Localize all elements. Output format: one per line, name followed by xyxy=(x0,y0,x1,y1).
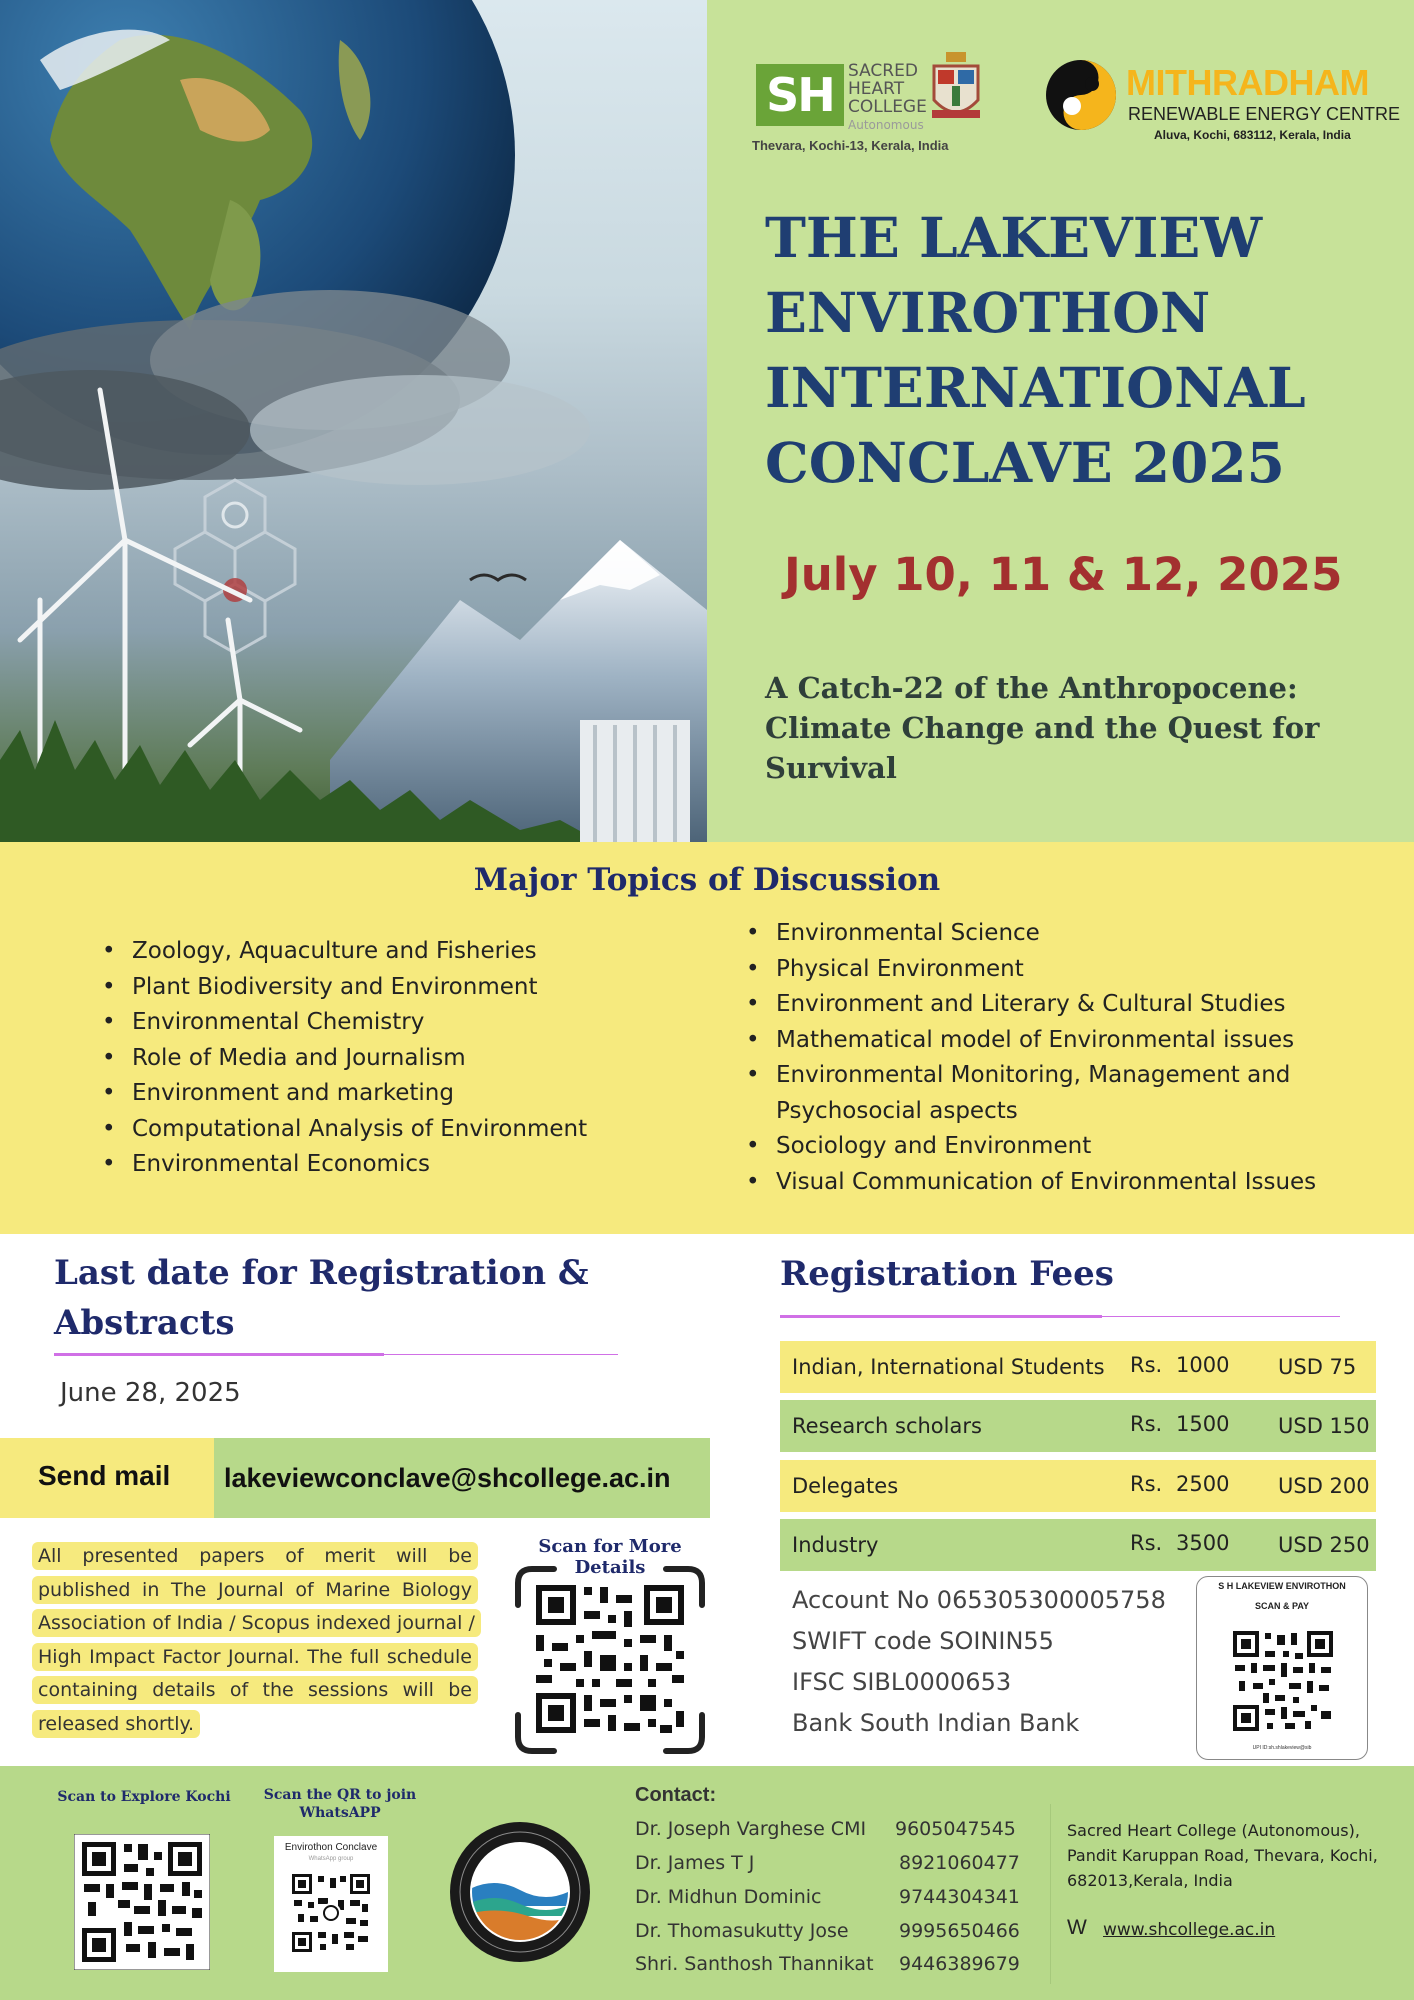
fee-inr: 2500 xyxy=(1176,1472,1230,1496)
contact-heading: Contact: xyxy=(635,1784,717,1806)
website-link[interactable]: www.shcollege.ac.in xyxy=(1103,1920,1276,1940)
fee-usd: USD 250 xyxy=(1278,1533,1370,1557)
footer-divider xyxy=(1050,1804,1051,1984)
fee-usd: USD 200 xyxy=(1278,1474,1370,1498)
mithradham-logo xyxy=(1044,56,1401,156)
whatsapp-card-subtitle: WhatsApp group xyxy=(308,1856,354,1862)
website-prefix: W xyxy=(1067,1916,1087,1939)
bank-details xyxy=(792,1580,1166,1744)
fee-usd: USD 75 xyxy=(1278,1355,1357,1379)
college-status: Autonomous xyxy=(848,118,924,132)
topics-list-right xyxy=(746,916,1396,1200)
deadline-title: Last date for Registration & Abstracts xyxy=(54,1253,589,1343)
list-item: • Zoology, Aquaculture and Fisheries xyxy=(102,934,702,970)
table-row xyxy=(780,1519,1376,1571)
list-item: • Environment and Literary & Cultural Studies xyxy=(746,987,1396,1023)
fee-inr: 3500 xyxy=(1176,1531,1230,1555)
fee-category: Research scholars xyxy=(792,1414,982,1438)
hero-illustration-svg xyxy=(0,0,707,842)
table-row xyxy=(780,1460,1376,1512)
send-mail-bar xyxy=(0,1438,710,1518)
ifsc-code: IFSC SIBL0000653 xyxy=(792,1668,1012,1696)
event-title: THE LAKEVIEW ENVIROTHON INTERNATIONAL CONCLAVE 2025 xyxy=(765,205,1306,495)
pay-card-subtitle: SCAN & PAY xyxy=(1254,1601,1309,1611)
table-row xyxy=(780,1400,1376,1452)
college-crest-icon xyxy=(928,50,984,130)
sh-initials: SH xyxy=(756,64,844,126)
list-item: • Environment and marketing xyxy=(102,1076,702,1112)
list-item: • Environmental Chemistry xyxy=(102,1005,702,1041)
deadline-underline xyxy=(54,1353,384,1356)
sun-wind-energy-icon xyxy=(1044,58,1118,132)
publication-note-text: All presented papers of merit will be published in The Journal of Marine Biology Association of India / Scopus indexed journal / High Impact Factor Journal. The full schedule containing details of the sessions will be released shortly. xyxy=(32,1542,481,1738)
fee-category: Industry xyxy=(792,1533,879,1557)
table-row xyxy=(780,1341,1376,1393)
fees-title: Registration Fees xyxy=(780,1254,1114,1294)
hero-section xyxy=(0,0,1414,842)
envirothon-badge-logo xyxy=(448,1820,592,1964)
college-full-address: Sacred Heart College (Autonomous), Pandit Karuppan Road, Thevara, Kochi, 682013,Kerala, India xyxy=(1067,1821,1378,1890)
currency-label: Rs. xyxy=(1130,1353,1163,1377)
contact-name: Dr. Midhun Dominic xyxy=(635,1886,822,1908)
scan-kochi-label: Scan to Explore Kochi xyxy=(57,1789,231,1805)
deadline-date: June 28, 2025 xyxy=(60,1378,241,1408)
contact-name: Shri. Santhosh Thannikat xyxy=(635,1953,874,1975)
list-item: • Environmental Economics xyxy=(102,1147,702,1183)
list-item: • Computational Analysis of Environment xyxy=(102,1112,702,1148)
details-qr-code[interactable] xyxy=(514,1565,706,1755)
fee-inr: 1500 xyxy=(1176,1412,1230,1436)
currency-label: Rs. xyxy=(1130,1472,1163,1496)
topics-list-left xyxy=(102,934,702,1183)
currency-label: Rs. xyxy=(1130,1412,1163,1436)
event-dates: July 10, 11 & 12, 2025 xyxy=(784,548,1343,601)
list-item: • Visual Communication of Environmental Issues xyxy=(746,1165,1396,1201)
payment-qr-code[interactable] xyxy=(1233,1631,1333,1731)
partner-subtitle: RENEWABLE ENERGY CENTRE xyxy=(1128,104,1401,124)
college-name-line: SACRED xyxy=(848,61,918,81)
partner-name: MITHRADHAM xyxy=(1126,62,1369,103)
list-item: • Sociology and Environment xyxy=(746,1129,1396,1165)
account-number: Account No 065305300005758 xyxy=(792,1586,1166,1614)
earth-wind-turbine-illustration xyxy=(0,0,707,842)
list-item: • Mathematical model of Environmental issues xyxy=(746,1023,1396,1059)
college-address: Thevara, Kochi-13, Kerala, India xyxy=(752,138,949,153)
email-link[interactable]: lakeviewconclave@shcollege.ac.in xyxy=(214,1438,710,1518)
contact-name: Dr. Joseph Varghese CMI xyxy=(635,1818,867,1840)
contact-name: Dr. James T J xyxy=(635,1852,755,1874)
contact-name: Dr. Thomasukutty Jose xyxy=(635,1920,849,1942)
footer xyxy=(0,1766,1414,2000)
currency-label: Rs. xyxy=(1130,1531,1163,1555)
list-item: • Role of Media and Journalism xyxy=(102,1041,702,1077)
fee-usd: USD 150 xyxy=(1278,1414,1370,1438)
list-item: • Physical Environment xyxy=(746,952,1396,988)
swift-code: SWIFT code SOININ55 xyxy=(792,1627,1054,1655)
college-name-line: HEART xyxy=(848,79,905,99)
scan-and-pay-card[interactable] xyxy=(1196,1576,1368,1760)
fee-category: Indian, International Students xyxy=(792,1355,1105,1379)
contact-phone[interactable]: 8921060477 xyxy=(899,1852,1020,1874)
college-name xyxy=(848,62,938,134)
contact-phone[interactable]: 9446389679 xyxy=(899,1953,1020,1975)
partner-address: Aluva, Kochi, 683112, Kerala, India xyxy=(1154,128,1351,142)
fee-inr: 1000 xyxy=(1176,1353,1230,1377)
fees-underline xyxy=(780,1315,1102,1318)
whatsapp-group-card[interactable] xyxy=(274,1836,388,1972)
bank-name: Bank South Indian Bank xyxy=(792,1709,1080,1737)
send-mail-label: Send mail xyxy=(38,1460,171,1491)
upi-id: UPI ID:sh.shlakeview@sib xyxy=(1252,1745,1312,1751)
fee-category: Delegates xyxy=(792,1474,899,1498)
contact-phone[interactable]: 9995650466 xyxy=(899,1920,1020,1942)
list-item: • Plant Biodiversity and Environment xyxy=(102,970,702,1006)
sacred-heart-college-logo xyxy=(752,56,992,156)
scan-more-details-label: Scan for More Details xyxy=(538,1536,682,1578)
whatsapp-qr-code[interactable] xyxy=(292,1874,370,1952)
whatsapp-card-title: Envirothon Conclave xyxy=(284,1842,378,1853)
contact-phone[interactable]: 9605047545 xyxy=(895,1818,1016,1840)
kochi-qr-code[interactable] xyxy=(74,1834,210,1970)
scan-whatsapp-label: Scan the QR to join WhatsAPP xyxy=(263,1787,417,1821)
college-name-line: COLLEGE xyxy=(848,97,927,117)
list-item: • Environmental Monitoring, Management and Psychosocial aspects xyxy=(746,1058,1396,1129)
pay-card-title: S H LAKEVIEW ENVIROTHON xyxy=(1218,1581,1346,1591)
list-item: • Environmental Science xyxy=(746,916,1396,952)
event-theme: A Catch-22 of the Anthropocene: Climate Change and the Quest for Survival xyxy=(765,671,1320,785)
topics-section xyxy=(0,842,1414,1234)
publication-note xyxy=(32,1540,478,1741)
topics-heading: Major Topics of Discussion xyxy=(473,862,941,898)
contact-phone[interactable]: 9744304341 xyxy=(899,1886,1020,1908)
